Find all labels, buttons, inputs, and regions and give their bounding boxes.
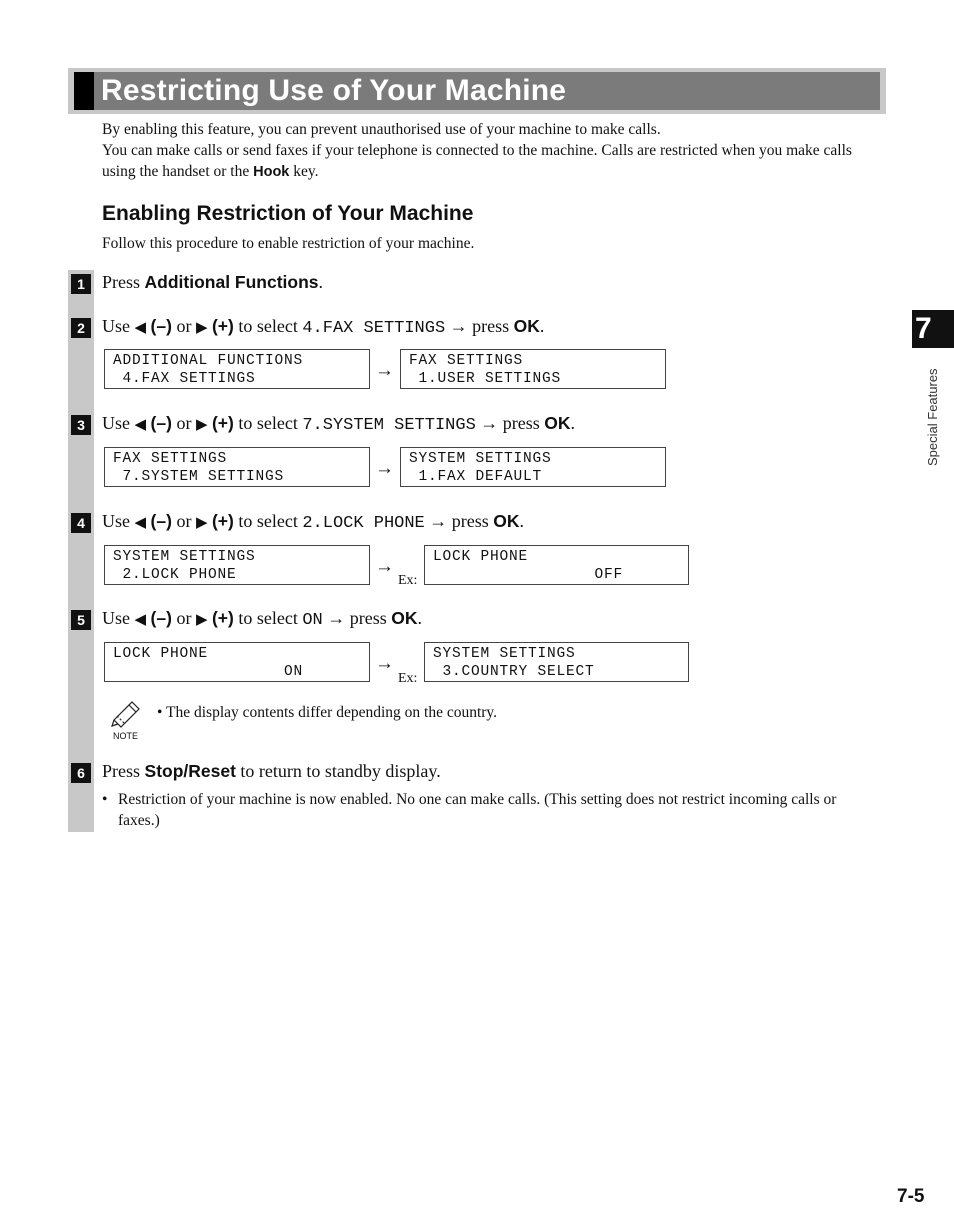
ok-key: OK [513, 316, 540, 336]
lcd-display-step5-from [104, 642, 370, 682]
page-number: 7-5 [897, 1186, 925, 1207]
step-number-6: 6 [71, 763, 91, 783]
lcd-arrow: → [375, 458, 394, 479]
lcd-display-step3-from [104, 447, 370, 487]
ok-key: OK [544, 413, 571, 433]
use-word: Use [102, 511, 130, 531]
step-number-2: 2 [71, 318, 91, 338]
step-5-text [102, 608, 422, 630]
section-intro: Follow this procedure to enable restriction of your machine. [102, 235, 475, 252]
or-word: or [176, 608, 192, 628]
step-2-selection: 4.FAX SETTINGS [302, 319, 446, 338]
intro-line-2: You can make calls or send faxes if your telephone is connected to the machine. Calls are restricted when you make calls using the handset or the [102, 142, 852, 180]
lcd-line-2: ON [113, 664, 304, 680]
left-arrow-icon: ◀ [134, 610, 147, 628]
to-select-word: to select [238, 413, 298, 433]
lcd-line-1: LOCK PHONE [433, 549, 529, 565]
lcd-line-2: 7.SYSTEM SETTINGS [113, 469, 285, 485]
step-1-press: Press [102, 272, 141, 292]
right-arrow-icon: ▶ [195, 318, 208, 336]
lcd-line-1: SYSTEM SETTINGS [409, 451, 552, 467]
stop-reset-key: Stop/Reset [144, 761, 236, 781]
plus-key: (+) [211, 413, 234, 433]
step-number-5: 5 [71, 610, 91, 630]
step-4-text [102, 511, 524, 533]
intro-paragraph [102, 119, 872, 183]
right-arrow-icon: ▶ [195, 513, 208, 531]
page-title: Restricting Use of Your Machine [101, 74, 567, 107]
note-text: • The display contents differ depending on the country. [157, 704, 498, 721]
example-label: Ex: [398, 573, 418, 588]
lcd-line-1: FAX SETTINGS [409, 353, 524, 369]
to-select-word: to select [238, 316, 298, 336]
step-6-text [102, 761, 441, 782]
left-arrow-icon: ◀ [134, 318, 147, 336]
step-number-3: 3 [71, 415, 91, 435]
use-word: Use [102, 413, 130, 433]
lcd-display-step4-from [104, 545, 370, 585]
bullet-mark: • [102, 791, 108, 808]
right-arrow-icon: ▶ [195, 415, 208, 433]
or-word: or [176, 413, 192, 433]
lcd-line-2: 3.COUNTRY SELECT [433, 664, 595, 680]
chapter-label: Special Features [925, 368, 940, 466]
or-word: or [176, 316, 192, 336]
step-1-end: . [318, 272, 324, 292]
minus-key: (–) [150, 316, 172, 336]
lcd-line-2: 4.FAX SETTINGS [113, 371, 256, 387]
minus-key: (–) [150, 511, 172, 531]
lcd-line-2: 1.FAX DEFAULT [409, 469, 543, 485]
lcd-display-step2-from [104, 349, 370, 389]
chapter-tab: 7 [912, 310, 954, 348]
step-strip [68, 270, 94, 832]
lcd-arrow: → [375, 556, 394, 577]
lcd-arrow: → [375, 360, 394, 381]
step-2-text [102, 316, 544, 338]
title-marker [74, 72, 94, 110]
step-1-text [102, 272, 323, 293]
use-word: Use [102, 608, 130, 628]
plus-key: (+) [211, 608, 234, 628]
then-press-word: → press [429, 511, 489, 531]
example-label: Ex: [398, 671, 418, 686]
note-label: NOTE [113, 731, 139, 741]
use-word: Use [102, 316, 130, 336]
then-press-word: → press [449, 316, 510, 336]
lcd-line-1: ADDITIONAL FUNCTIONS [113, 353, 304, 369]
step-6-press: Press [102, 761, 141, 781]
plus-key: (+) [211, 511, 234, 531]
ok-key: OK [493, 511, 520, 531]
step-6-end: to return to standby display. [235, 761, 441, 781]
lcd-display-step3-to [400, 447, 666, 487]
to-select-word: to select [238, 608, 298, 628]
minus-key: (–) [150, 413, 172, 433]
lcd-arrow: → [375, 653, 394, 674]
left-arrow-icon: ◀ [134, 415, 147, 433]
lcd-line-1: SYSTEM SETTINGS [113, 549, 256, 565]
step-number-4: 4 [71, 513, 91, 533]
lcd-line-1: SYSTEM SETTINGS [433, 646, 576, 662]
step-5-selection: ON [302, 611, 323, 630]
additional-functions-key: Additional Functions [144, 272, 319, 292]
note-text-content: The display contents differ depending on the country. [166, 704, 498, 721]
intro-line-1: By enabling this feature, you can prevent unauthorised use of your machine to make calls. [102, 121, 661, 138]
period: . [539, 316, 545, 336]
lcd-line-2: 1.USER SETTINGS [409, 371, 562, 387]
ok-key: OK [391, 608, 418, 628]
period: . [519, 511, 525, 531]
lcd-display-step2-to [400, 349, 666, 389]
or-word: or [176, 511, 192, 531]
section-heading: Enabling Restriction of Your Machine [102, 202, 474, 225]
period: . [570, 413, 576, 433]
intro-line-2-end: key. [289, 163, 319, 180]
to-select-word: to select [238, 511, 298, 531]
lcd-display-step5-to [424, 642, 689, 682]
then-press-word: → press [480, 413, 540, 433]
left-arrow-icon: ◀ [134, 513, 147, 531]
lcd-line-2: OFF [433, 567, 624, 583]
lcd-line-1: FAX SETTINGS [113, 451, 228, 467]
step-3-selection: 7.SYSTEM SETTINGS [302, 416, 476, 435]
lcd-line-2: 2.LOCK PHONE [113, 567, 237, 583]
pencil-icon [110, 698, 144, 728]
step-4-selection: 2.LOCK PHONE [302, 514, 425, 533]
then-press-word: → press [327, 608, 387, 628]
period: . [417, 608, 422, 628]
lcd-display-step4-to [424, 545, 689, 585]
hook-key-label: Hook [253, 164, 290, 180]
step-6-bullet [102, 789, 872, 831]
step-number-1: 1 [71, 274, 91, 294]
plus-key: (+) [211, 316, 234, 336]
right-arrow-icon: ▶ [195, 610, 208, 628]
lcd-line-1: LOCK PHONE [113, 646, 209, 662]
minus-key: (–) [150, 608, 172, 628]
step-6-bullet-text: Restriction of your machine is now enabled. No one can make calls. (This setting does not restrict incoming calls or faxes.) [118, 791, 837, 829]
note-icon [110, 698, 144, 740]
step-3-text [102, 413, 575, 435]
